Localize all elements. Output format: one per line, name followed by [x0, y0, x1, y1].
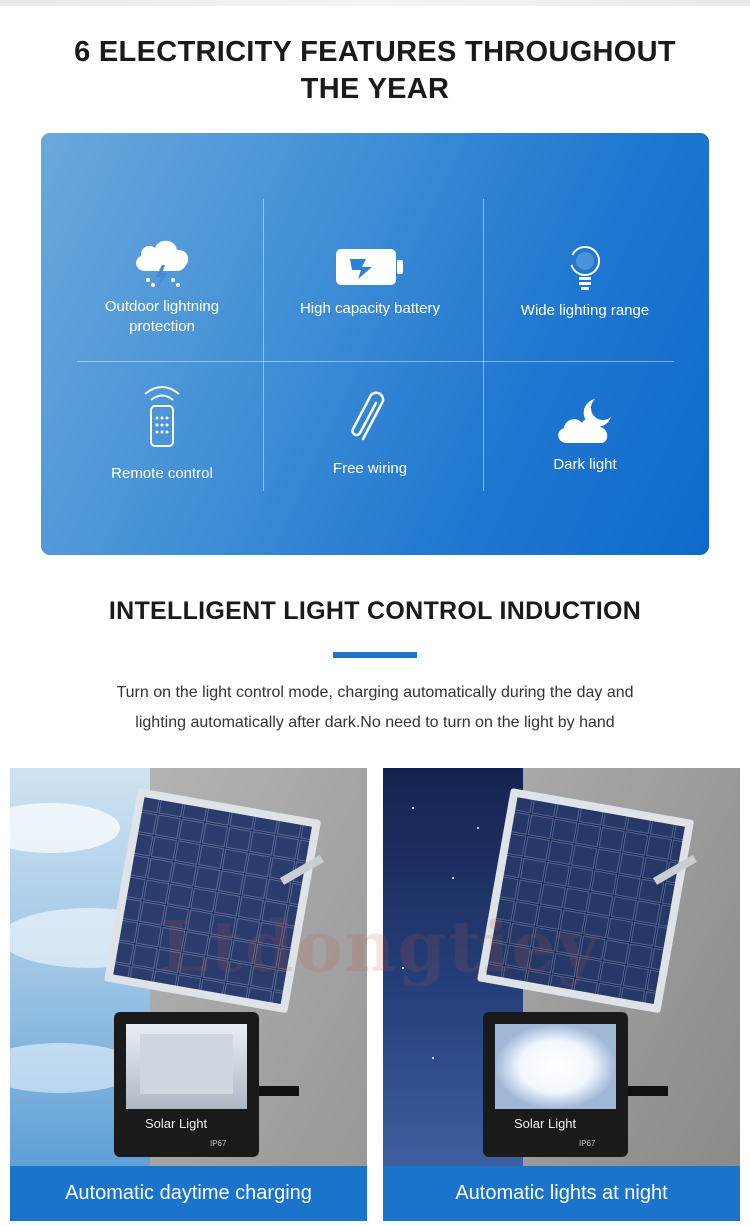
top-divider-strip: [0, 0, 750, 6]
feature-label-line-1: Outdoor lightning: [104, 298, 220, 315]
feature-label: [475, 455, 695, 475]
night-scene-image: [383, 768, 740, 1166]
feature-remote-control: [52, 380, 272, 484]
paperclip-icon: [345, 385, 395, 447]
watermark-logo: Ltdongtiey: [159, 905, 601, 988]
photo-card-day: [10, 768, 367, 1221]
light-bulb-icon: [565, 243, 605, 295]
feature-label: [52, 464, 272, 484]
feature-dark-light: [475, 395, 695, 475]
feature-battery: [260, 245, 480, 319]
remote-control-icon: [137, 380, 187, 450]
feature-label: [260, 299, 480, 319]
feature-label-line-2: protection: [129, 318, 195, 335]
moon-cloud-icon: [553, 395, 617, 447]
feature-label-line-1: Dark light: [553, 456, 617, 473]
caption-daytime-charging: Automatic daytime charging: [10, 1166, 367, 1221]
section-description: [40, 678, 710, 738]
description-line-1: Turn on the light control mode, charging automatically during the day and: [116, 684, 634, 701]
lamp-rating-day: IP67: [210, 1139, 227, 1148]
description-line-2: lighting automatically after dark.No need to turn on the light by hand: [135, 714, 615, 731]
thunder-cloud-icon: [131, 235, 193, 291]
feature-outdoor-lightning: [52, 235, 272, 337]
feature-label-line-1: Remote control: [111, 465, 213, 482]
photo-card-night: [383, 768, 740, 1221]
section-title-underline: [333, 652, 417, 658]
page-title-line-1: 6 ELECTRICITY FEATURES THROUGHOUT: [74, 36, 676, 68]
page-title-line-2: THE YEAR: [300, 73, 450, 105]
feature-label: [260, 459, 480, 479]
lamp-label-night: Solar Light: [514, 1116, 577, 1131]
lamp-rating-night: IP67: [579, 1139, 596, 1148]
feature-wide-lighting: [475, 243, 695, 321]
feature-free-wiring: [260, 385, 480, 479]
daytime-scene-image: [10, 768, 367, 1166]
caption-night-lights: Automatic lights at night: [383, 1166, 740, 1221]
grid-divider-horizontal: [77, 361, 674, 362]
feature-label-line-1: Free wiring: [332, 460, 408, 477]
lamp-label-day: Solar Light: [145, 1116, 208, 1131]
page-title: [0, 34, 750, 108]
feature-label-line-1: Wide lighting range: [520, 302, 650, 319]
feature-label-line-1: High capacity battery: [299, 300, 441, 317]
section-title: INTELLIGENT LIGHT CONTROL INDUCTION: [108, 597, 642, 625]
features-panel: [41, 133, 709, 555]
feature-label: [52, 297, 272, 337]
feature-label: [475, 301, 695, 321]
battery-icon: [334, 245, 406, 289]
